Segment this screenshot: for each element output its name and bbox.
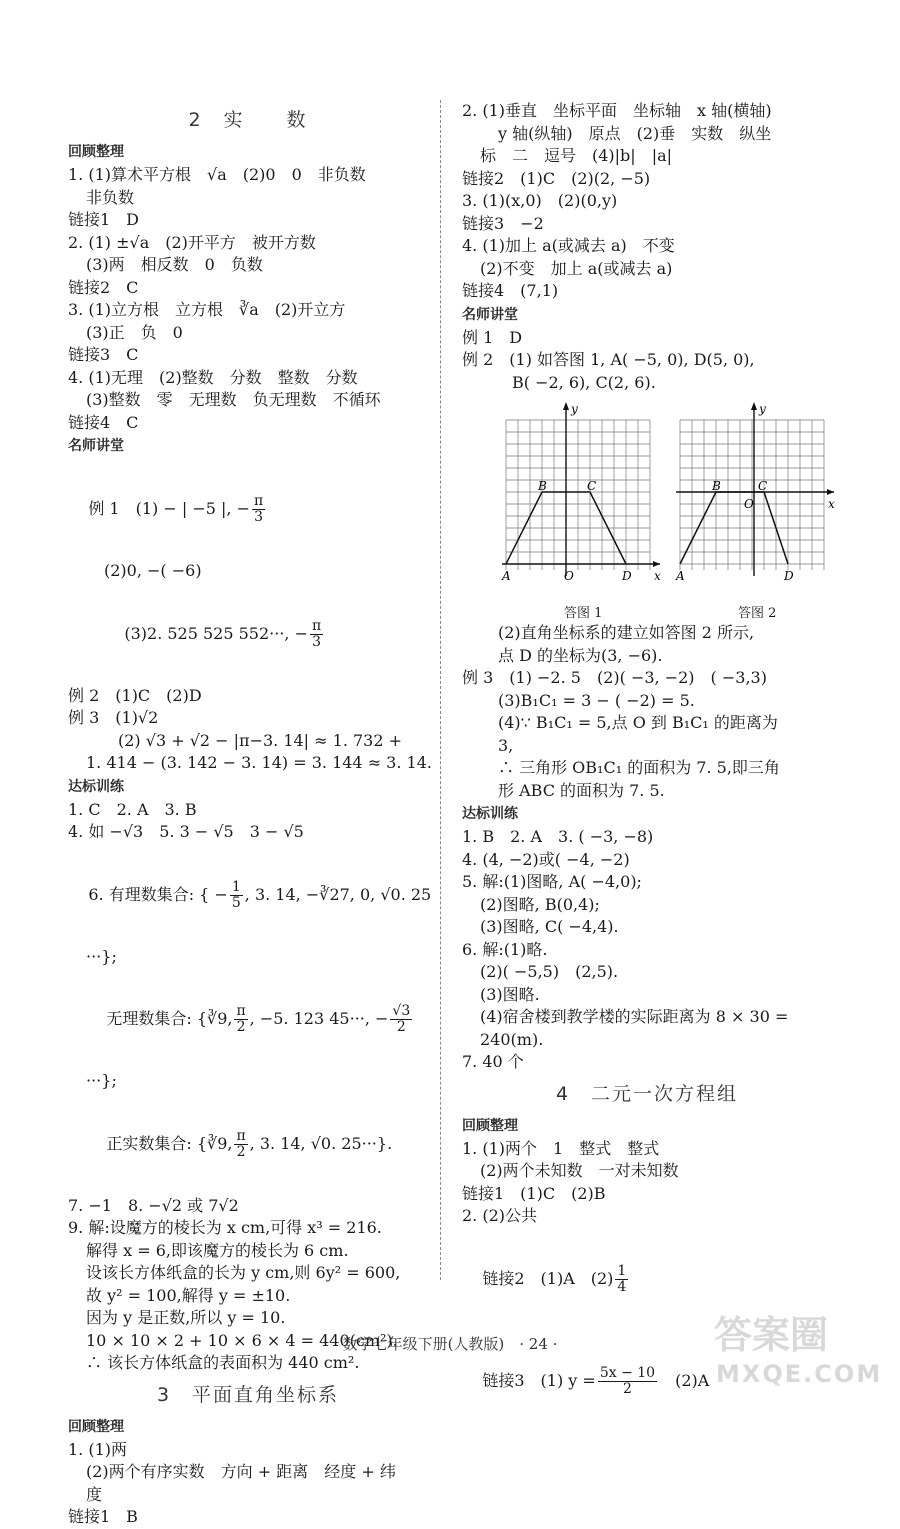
answer-line: (2)两个有序实数 方向 + 距离 经度 + 纬 xyxy=(86,1462,396,1481)
answer-line xyxy=(68,1093,428,1195)
point-c-label: C xyxy=(758,479,768,493)
y-axis-label: y xyxy=(571,402,578,416)
subsection-heading: 名师讲堂 xyxy=(462,306,518,323)
answer-line: (3)整数 零 无理数 负无理数 不循环 xyxy=(86,390,381,409)
answer-line: 9. 解:设魔方的棱长为 x cm,可得 x³ = 216. xyxy=(68,1218,382,1237)
example-line: ∴ 三角形 OB₁C₁ 的面积为 7. 5,即三角 xyxy=(498,758,780,777)
answer-line xyxy=(68,844,432,946)
subsection-heading: 名师讲堂 xyxy=(68,438,124,454)
point-a-label: A xyxy=(502,569,511,583)
answer-figure-2 xyxy=(674,400,846,600)
example-line: (2) √3 + √2 − |π−3. 14| ≈ 1. 732 + xyxy=(118,730,403,750)
answer-figures xyxy=(462,400,835,621)
example-line: 例 2 (1) 如答图 1, A( −5, 0), D(5, 0), xyxy=(462,350,755,369)
origin-label: O xyxy=(744,497,754,511)
answer-text: , −5. 123 45···, − xyxy=(249,1009,389,1028)
page-footer: 数学七年级下册(人教版) · 24 · xyxy=(342,1335,558,1353)
answer-text: 链接3 (1) y = xyxy=(482,1370,596,1390)
figure-2-caption: 答图 2 xyxy=(738,606,777,621)
example-line: (2)直角坐标系的建立如答图 2 所示, xyxy=(498,623,755,642)
answer-line: 6. 解:(1)略. xyxy=(462,939,548,959)
fraction: $\frac{√3}{2}$ xyxy=(392,1003,411,1035)
y-axis-label: y xyxy=(759,402,766,416)
answer-line: 4. (4, −2)或( −4, −2) xyxy=(462,849,630,869)
fraction: $\frac{\pi}{3}$ xyxy=(311,617,322,650)
example-text: 例 1 (1) − | −5 |, − xyxy=(88,499,250,518)
example-line: 例 1 D xyxy=(462,327,523,347)
x-axis-label: x xyxy=(828,497,835,511)
answer-line: 链接4 C xyxy=(68,412,139,432)
example-line: (4)∵ B₁C₁ = 5,点 O 到 B₁C₁ 的距离为 xyxy=(498,713,778,732)
answer-line: 故 y² = 100,解得 y = ±10. xyxy=(86,1285,291,1305)
example-line: 1. 414 − (3. 142 − 3. 14) = 3. 144 ≈ 3. 14. xyxy=(86,753,432,772)
answer-line: (3)正 负 0 xyxy=(86,322,183,342)
point-a-label: A xyxy=(676,569,685,583)
answer-line: (4)宿舍楼到教学楼的实际距离为 8 × 30 = xyxy=(480,1007,789,1026)
answer-line: 3. (1)(x,0) (2)(0,y) xyxy=(462,191,618,210)
point-c-label: C xyxy=(587,479,597,493)
example-text: (3)2. 525 525 552···, − xyxy=(124,623,308,643)
point-d-label: D xyxy=(784,569,794,583)
answer-line: 3. (1)立方根 立方根 ∛a (2)开立方 xyxy=(68,300,346,319)
answer-line: 链接1 B xyxy=(68,1507,138,1526)
figure-1-caption: 答图 1 xyxy=(564,606,603,621)
answer-line: 因为 y 是正数,所以 y = 10. xyxy=(86,1308,286,1327)
answer-line: (3)图略. xyxy=(480,984,540,1004)
answer-text: 无理数集合: {∛9, xyxy=(106,1009,233,1028)
answer-text: 正实数集合: {∛9, xyxy=(106,1133,233,1153)
answer-line: 1. (1)算术平方根 √a (2)0 0 非负数 xyxy=(68,165,366,184)
answer-text: (2)A xyxy=(675,1370,710,1390)
fraction: $\frac{\pi}{2}$ xyxy=(236,1127,246,1160)
fraction: $\frac{\pi}{2}$ xyxy=(236,1003,246,1035)
answer-text: 链接2 (1)A (2) xyxy=(482,1268,614,1288)
answer-line: 7. 40 个 xyxy=(462,1052,524,1071)
answer-line: ···}; xyxy=(86,1071,117,1090)
answer-line xyxy=(68,968,428,1070)
answer-line: 1. (1)两 xyxy=(68,1439,128,1459)
answer-line: ···}; xyxy=(86,946,117,966)
answer-line: 1. B 2. A 3. ( −3, −8) xyxy=(462,827,654,846)
answer-line: 链接1 D xyxy=(68,210,140,229)
subsection-heading: 回顾整理 xyxy=(462,1117,518,1134)
answer-line: 链接2 (1)C (2)(2, −5) xyxy=(462,168,651,188)
example-line: B( −2, 6), C(2, 6). xyxy=(512,372,656,392)
answer-line: 链接3 C xyxy=(68,345,139,364)
example-line: 例 3 (1)√2 xyxy=(68,708,159,727)
answer-line: 标 二 逗号 (4)|b| |a| xyxy=(480,146,673,165)
example-line: 例 2 (1)C (2)D xyxy=(68,685,202,705)
example-line: 形 ABC 的面积为 7. 5. xyxy=(498,780,665,800)
column-divider xyxy=(440,100,441,1280)
point-d-label: D xyxy=(622,569,632,583)
answer-line: 链接1 (1)C (2)B xyxy=(462,1183,606,1203)
answer-figure-1 xyxy=(500,400,672,600)
answer-line: 240(m). xyxy=(480,1029,544,1049)
section-title: 2 实 数 xyxy=(188,109,308,131)
answer-line: (3)图略, C( −4,4). xyxy=(480,917,619,936)
x-axis-label: x xyxy=(654,569,661,583)
left-column xyxy=(68,100,432,1529)
answer-line: (3)两 相反数 0 负数 xyxy=(86,255,263,274)
origin-label: O xyxy=(564,569,574,583)
svg-text:MXQE.COM: MXQE.COM xyxy=(716,1360,883,1386)
answer-line: 1. C 2. A 3. B xyxy=(68,799,197,819)
svg-text:答案圈: 答案圈 xyxy=(714,1313,829,1357)
answer-line: 解得 x = 6,即该魔方的棱长为 6 cm. xyxy=(86,1240,349,1260)
answer-line: 5. 解:(1)图略, A( −4,0); xyxy=(462,872,642,891)
answer-line: 2. (1) ±√a (2)开平方 被开方数 xyxy=(68,232,316,252)
answer-line: 链接2 C xyxy=(68,277,139,297)
answer-line: 1. (1)两个 1 整式 整式 xyxy=(462,1138,660,1158)
answer-text: 6. 有理数集合: { − xyxy=(88,884,228,904)
answer-line: ∴ 该长方体纸盒的表面积为 440 cm². xyxy=(86,1353,360,1372)
answer-line: (2)( −5,5) (2,5). xyxy=(480,962,619,981)
answer-line: 7. −1 8. −√2 或 7√2 xyxy=(68,1195,239,1215)
point-b-label: B xyxy=(538,479,547,493)
answer-line: (2)两个未知数 一对未知数 xyxy=(480,1161,679,1180)
answer-line: 2. (1)垂直 坐标平面 坐标轴 x 轴(横轴) xyxy=(462,101,772,120)
example-line: (3)B₁C₁ = 3 − ( −2) = 5. xyxy=(498,690,695,710)
answer-line: 链接3 −2 xyxy=(462,213,544,233)
fraction: $\frac{1}{4}$ xyxy=(617,1262,627,1295)
example-line xyxy=(68,583,428,685)
subsection-heading: 达标训练 xyxy=(68,778,124,795)
subsection-heading: 回顾整理 xyxy=(68,144,124,160)
answer-line: 2. (2)公共 xyxy=(462,1206,538,1225)
example-line xyxy=(68,458,428,560)
answer-text: , 3. 14, −∛27, 0, √0. 25 xyxy=(244,884,432,904)
answer-text: , 3. 14, √0. 25···}. xyxy=(249,1133,393,1153)
answer-line: y 轴(纵轴) 原点 (2)垂 实数 纵坐 xyxy=(498,123,772,143)
right-column xyxy=(462,100,835,1432)
subsection-heading: 回顾整理 xyxy=(68,1418,124,1435)
example-line: 3, xyxy=(498,735,514,755)
fraction: $\frac{5x - 10}{2}$ xyxy=(599,1364,656,1397)
answer-line: 设该长方体纸盒的长为 y cm,则 6y² = 600, xyxy=(86,1263,401,1282)
example-line: (2)0, −( −6) xyxy=(104,561,202,580)
answer-line: (2)不变 加上 a(或减去 a) xyxy=(480,258,673,278)
watermark-logo xyxy=(710,1306,892,1386)
fraction: $\frac{1}{5}$ xyxy=(231,878,241,911)
answer-line: 度 xyxy=(86,1484,103,1504)
point-b-label: B xyxy=(712,479,721,493)
answer-line: 非负数 xyxy=(86,187,135,207)
example-line: 例 3 (1) −2. 5 (2)( −3, −2) ( −3,3) xyxy=(462,668,767,687)
answer-line: 4. (1)无理 (2)整数 分数 整数 分数 xyxy=(68,367,358,387)
section-title: 3 平面直角坐标系 xyxy=(156,1383,340,1406)
section-title: 4 二元一次方程组 xyxy=(555,1082,739,1105)
answer-line: (2)图略, B(0,4); xyxy=(480,894,600,914)
answer-line: 4. (1)加上 a(或减去 a) 不变 xyxy=(462,236,675,255)
answer-line: 链接4 (7,1) xyxy=(462,281,559,300)
example-line: 点 D 的坐标为(3, −6). xyxy=(498,645,663,665)
fraction: $\frac{\pi}{3}$ xyxy=(253,493,264,525)
answer-line: 4. 如 −√3 5. 3 − √5 3 − √5 xyxy=(68,822,304,841)
subsection-heading: 达标训练 xyxy=(462,806,518,822)
answer-line: 10 × 10 × 2 + 10 × 6 × 4 = 440(cm²). xyxy=(86,1330,398,1350)
